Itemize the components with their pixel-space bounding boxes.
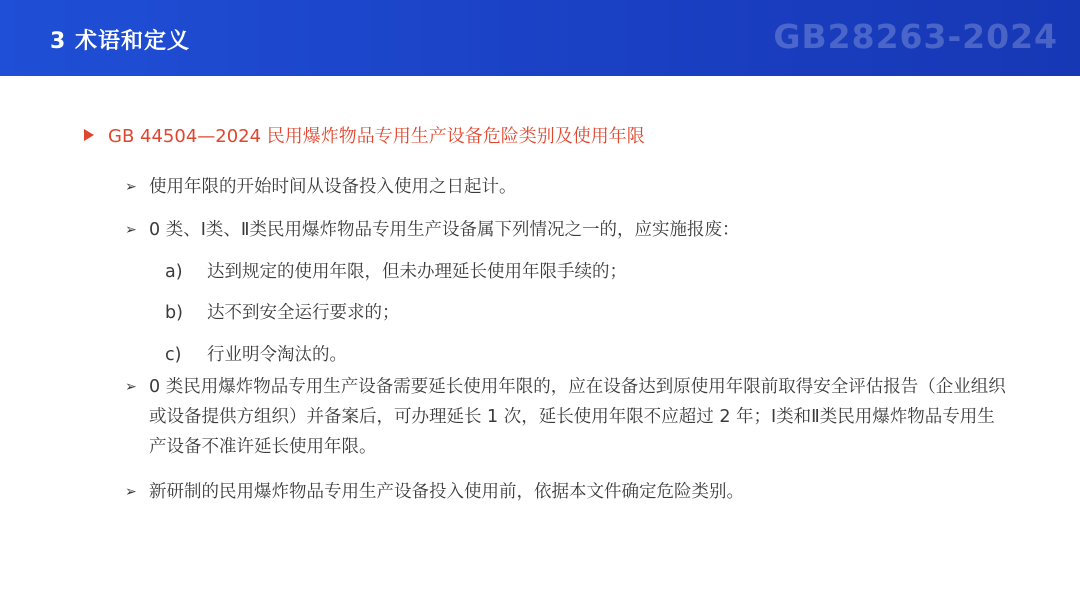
list-item	[125, 477, 1009, 507]
header-bar	[0, 0, 1080, 76]
standard-code-watermark: GB28263-2024	[773, 17, 1058, 56]
list-item-text: 0 类、Ⅰ类、Ⅱ类民用爆炸物品专用生产设备属下列情况之一的，应实施报废：	[149, 220, 740, 240]
sub-list-item	[165, 340, 347, 370]
arrow-bullet-icon: ➢	[125, 179, 137, 195]
list-item	[125, 372, 1009, 462]
sub-item-marker: c)	[165, 345, 182, 365]
arrow-bullet-icon: ➢	[125, 379, 137, 395]
list-item-text: 新研制的民用爆炸物品专用生产设备投入使用前，依据本文件确定危险类别。	[149, 482, 744, 502]
sub-list-item	[165, 257, 627, 287]
standard-heading	[84, 122, 645, 148]
list-item-text: 使用年限的开始时间从设备投入使用之日起计。	[149, 177, 517, 197]
list-item	[125, 172, 1009, 202]
arrow-bullet-icon: ➢	[125, 222, 137, 238]
sub-item-marker: b)	[165, 303, 183, 323]
triangle-bullet-icon	[84, 129, 94, 141]
sub-item-text: 达到规定的使用年限，但未办理延长使用年限手续的；	[207, 262, 627, 282]
sub-item-text: 达不到安全运行要求的；	[207, 303, 400, 323]
arrow-bullet-icon: ➢	[125, 484, 137, 500]
list-item	[125, 215, 1009, 245]
standard-heading-text: GB 44504—2024 民用爆炸物品专用生产设备危险类别及使用年限	[108, 126, 645, 147]
section-title: 3 术语和定义	[50, 29, 190, 54]
sub-item-text: 行业明令淘汰的。	[207, 345, 347, 365]
sub-list-item	[165, 298, 400, 328]
list-item-text: 0 类民用爆炸物品专用生产设备需要延长使用年限的，应在设备达到原使用年限前取得安全评估报告（企业组织或设备提供方组织）并备案后，可办理延长 1 次，延长使用年限不应超过 2 年；Ⅰ类和Ⅱ类民用爆炸物品专用生产设备不准许延长使用年限。	[149, 377, 1006, 457]
sub-item-marker: a)	[165, 262, 183, 282]
